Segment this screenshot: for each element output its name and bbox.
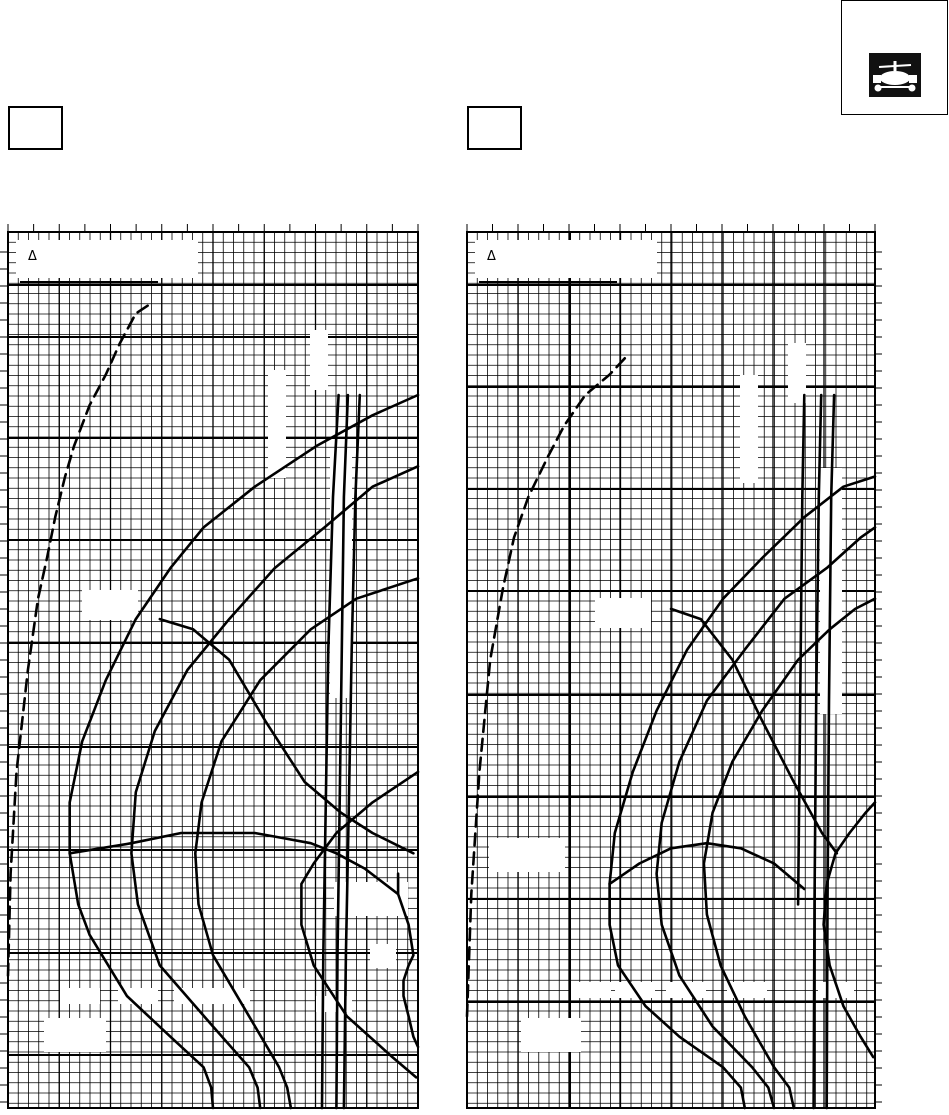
label-box — [489, 838, 565, 872]
label-box — [571, 982, 611, 998]
label-box — [788, 343, 806, 403]
label-box — [268, 370, 286, 478]
label-box — [60, 988, 100, 1004]
series-line-7 — [798, 395, 804, 904]
label-box — [210, 988, 250, 1004]
series-line-0 — [467, 354, 629, 1016]
label-box — [44, 1018, 106, 1052]
label-box — [521, 1018, 581, 1052]
header-symbol: Δ — [487, 249, 496, 264]
chart-grid — [8, 232, 418, 1108]
header-label-box — [475, 240, 657, 278]
label-box — [82, 590, 138, 620]
label-box — [310, 330, 328, 390]
label-box — [370, 944, 396, 968]
label-box — [595, 598, 651, 628]
label-box — [740, 375, 758, 483]
header-label-box — [16, 240, 198, 278]
chart-left — [0, 224, 418, 1108]
series-line-4 — [824, 802, 875, 1057]
header-symbol: Δ — [28, 249, 37, 264]
chart-right — [467, 224, 882, 1108]
